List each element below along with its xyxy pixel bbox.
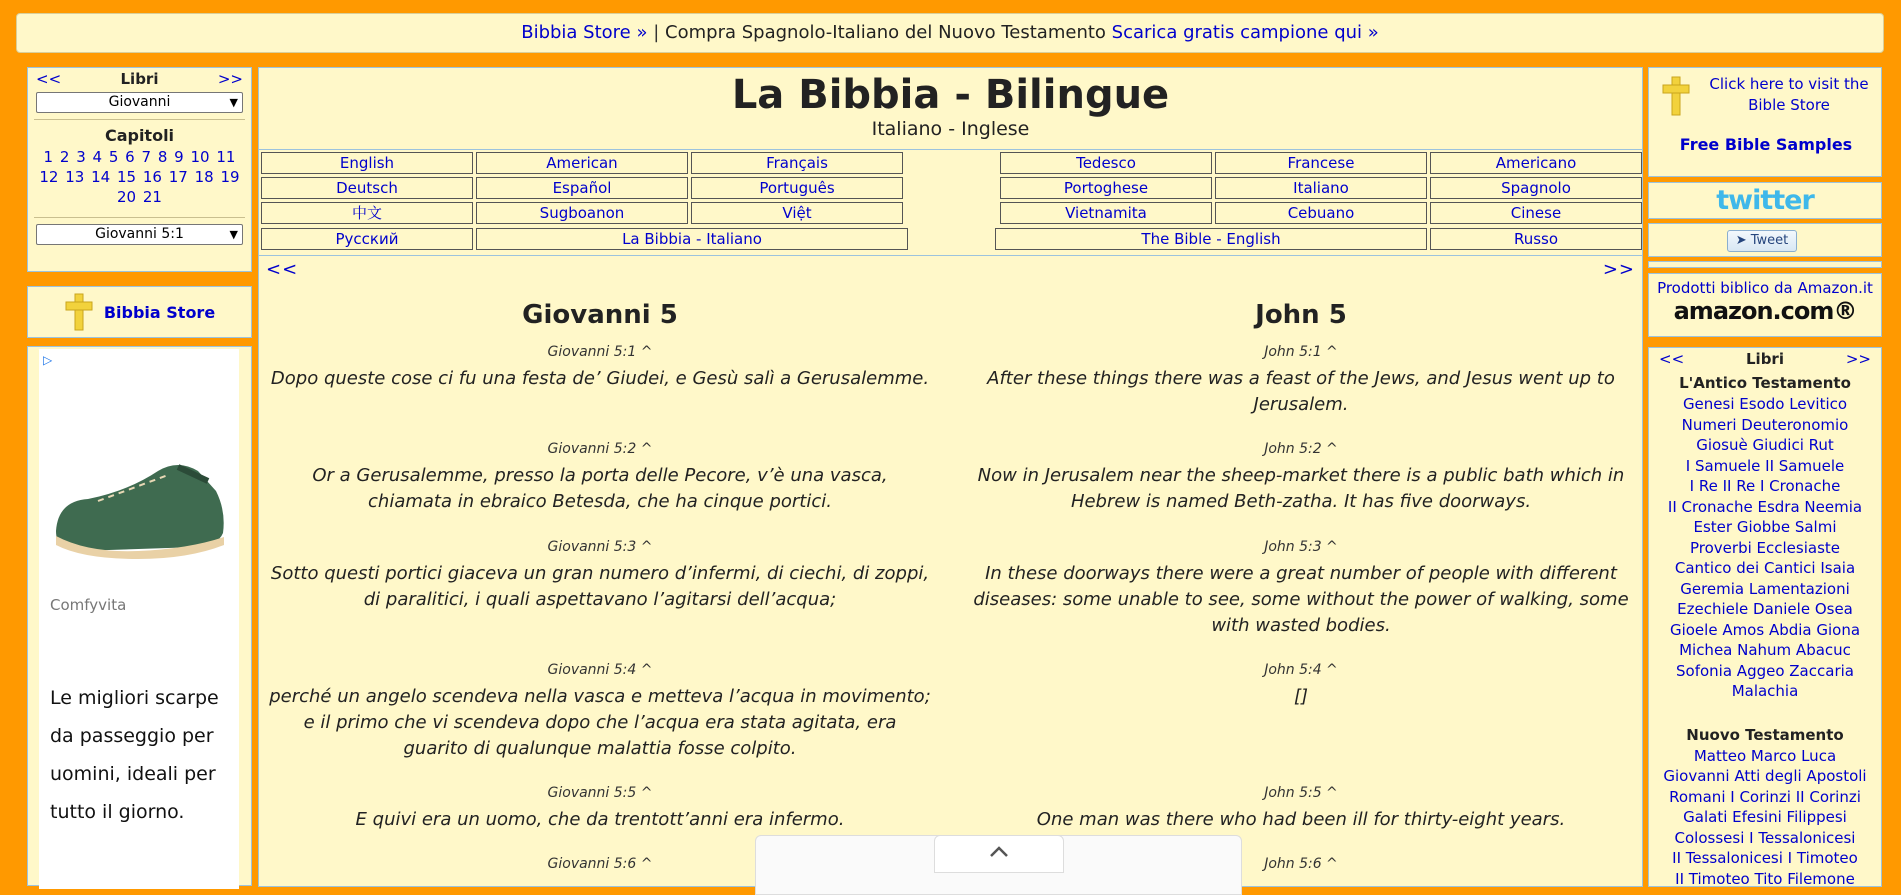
tweet-label: Tweet: [1750, 233, 1789, 248]
chapter-link[interactable]: 16: [142, 168, 162, 186]
book-link-line[interactable]: Ezechiele Daniele Osea: [1677, 600, 1853, 618]
chapter-link[interactable]: 8: [157, 148, 168, 166]
lang-link[interactable]: Español: [476, 177, 688, 199]
banner-separator: |: [653, 22, 660, 43]
lang-link[interactable]: The Bible - English: [995, 228, 1427, 250]
divider: [34, 217, 245, 218]
ad-brand[interactable]: Comfyvita: [50, 596, 127, 614]
amazon-label[interactable]: Prodotti biblico da Amazon.it: [1657, 279, 1873, 297]
book-link-line[interactable]: Michea Nahum Abacuc: [1679, 641, 1851, 659]
prev-book-link[interactable]: <<: [1659, 350, 1685, 368]
book-link-line[interactable]: Gioele Amos Abdia Giona: [1669, 620, 1861, 639]
book-link-line[interactable]: Geremia Lamentazioni: [1680, 579, 1850, 598]
page-subtitle: Italiano - Inglese: [871, 118, 1030, 140]
old-testament-heading: L'Antico Testamento: [1679, 374, 1851, 392]
book-link-line[interactable]: Giovanni Atti degli Apostoli: [1663, 767, 1867, 785]
chapter-link[interactable]: 18: [194, 168, 214, 186]
lang-link[interactable]: Francese: [1215, 152, 1427, 174]
book-link-line[interactable]: Romani I Corinzi II Corinzi: [1669, 787, 1861, 806]
verse-text: perché un angelo scendeva nella vasca e metteva l’acqua in movimento; e il primo che vi scendeva dopo che l’acqua era stata agitata, era guarito di qualunque malattia fosse colpito.: [269, 686, 931, 759]
book-link-line[interactable]: I Re II Re I Cronache: [1689, 477, 1841, 495]
main-content: [258, 67, 1643, 887]
prev-book-link[interactable]: <<: [36, 70, 62, 88]
verse-ref[interactable]: Giovanni 5:1 ^: [547, 344, 653, 360]
lang-link[interactable]: Italiano: [1215, 177, 1427, 199]
cross-icon: [1661, 76, 1691, 116]
shoe-image[interactable]: [48, 441, 230, 571]
next-chapter-link[interactable]: >>: [1602, 259, 1635, 280]
advertisement: [27, 346, 252, 886]
chapter-link[interactable]: 19: [220, 168, 240, 186]
page-title: La Bibbia - Bilingue: [731, 72, 1170, 118]
ad-choices-icon[interactable]: ▷: [43, 353, 53, 367]
verse-text: []: [1293, 686, 1309, 707]
chapter-link[interactable]: 10: [190, 148, 210, 166]
verse-text: Sotto questi portici giaceva un gran numero d’infermi, di ciechi, di zoppi, di paralitici, i quali aspettavano l’agitarsi dell’acqua;: [270, 563, 930, 610]
chapter-link[interactable]: 2: [59, 148, 70, 166]
book-link-line[interactable]: II Tessalonicesi I Timoteo: [1672, 849, 1858, 867]
lang-link[interactable]: American: [476, 152, 688, 174]
verse-ref[interactable]: John 5:3 ^: [1264, 539, 1338, 555]
prev-chapter-link[interactable]: <<: [266, 259, 299, 280]
verse-text: E quivi era un uomo, che da trentott’anni era infermo.: [355, 809, 845, 830]
chapter-link[interactable]: 20: [117, 188, 137, 206]
verse-ref[interactable]: Giovanni 5:6 ^: [547, 856, 653, 872]
verse-ref[interactable]: John 5:5 ^: [1264, 785, 1338, 801]
books-heading: Libri: [120, 70, 159, 88]
ad-headline[interactable]: Le migliori scarpe da passeggio per uomini, ideali per tutto il giorno.: [50, 687, 219, 823]
chapters-heading: Capitoli: [104, 126, 175, 145]
top-banner: [16, 13, 1884, 53]
verse-text: Now in Jerusalem near the sheep-market there is a public bath which in Hebrew is named Beth-zatha. It has five doorways.: [977, 465, 1625, 512]
book-link-line[interactable]: II Cronache Esdra Neemia: [1667, 497, 1863, 516]
chapter-link[interactable]: 11: [216, 148, 236, 166]
left-book-nav: [27, 67, 252, 272]
verse-ref[interactable]: John 5:6 ^: [1264, 856, 1338, 872]
scroll-up-button[interactable]: [934, 835, 1064, 873]
chapter-link[interactable]: 15: [117, 168, 137, 186]
chapter-link[interactable]: 12: [39, 168, 59, 186]
bibbia-store-link[interactable]: Bibbia Store »: [521, 22, 648, 43]
free-bible-samples-link[interactable]: Free Bible Samples: [1679, 135, 1853, 154]
next-book-link[interactable]: >>: [1845, 350, 1871, 368]
divider-strip: [1648, 261, 1882, 268]
chapter-link[interactable]: 6: [125, 148, 135, 166]
book-link-line[interactable]: I Samuele II Samuele: [1685, 456, 1845, 475]
tweet-box: [1648, 223, 1882, 257]
amazon-box[interactable]: [1648, 273, 1882, 337]
scroll-overlay: [755, 835, 1242, 895]
verse-ref[interactable]: Giovanni 5:3 ^: [547, 539, 653, 555]
banner-text: Compra Spagnolo-Italiano del Nuovo Testamento: [665, 22, 1106, 43]
right-book-list: [1648, 347, 1882, 887]
book-link-line[interactable]: II Timoteo Tito Filemone: [1675, 869, 1855, 888]
lang-link[interactable]: La Bibbia - Italiano: [476, 228, 908, 250]
lang-link[interactable]: Americano: [1430, 152, 1642, 174]
new-testament-heading: Nuovo Testamento: [1686, 725, 1844, 744]
cross-icon: [64, 293, 94, 331]
divider: [34, 119, 245, 120]
chapter-link[interactable]: 5: [108, 148, 119, 166]
next-book-link[interactable]: >>: [217, 70, 243, 88]
lang-link[interactable]: Français: [691, 152, 903, 174]
left-store-box[interactable]: [27, 286, 252, 338]
books-heading: Libri: [1746, 350, 1784, 368]
chapter-link[interactable]: 21: [142, 188, 162, 206]
book-link-line[interactable]: Genesi Esodo Levitico: [1682, 395, 1848, 413]
lang-link[interactable]: Português: [691, 177, 903, 199]
lang-link[interactable]: Deutsch: [261, 177, 473, 199]
visit-bible-store-link[interactable]: Click here to visit the Bible Store: [1709, 75, 1869, 114]
title-box: [259, 68, 1642, 145]
book-link-line[interactable]: Numeri Deuteronomio: [1681, 415, 1849, 434]
right-store-box[interactable]: [1648, 67, 1882, 177]
lang-link[interactable]: Русский: [261, 228, 473, 250]
book-select[interactable]: [36, 92, 243, 113]
download-sample-link[interactable]: Scarica gratis campione qui »: [1111, 22, 1379, 43]
verse-text: Dopo queste cose ci fu una festa de’ Giudei, e Gesù salì a Gerusalemme.: [270, 368, 930, 389]
lang-link[interactable]: 中文: [261, 202, 473, 224]
chapter-link[interactable]: 13: [65, 168, 85, 186]
lang-link[interactable]: Tedesco: [1000, 152, 1212, 174]
chapter-link[interactable]: 4: [92, 148, 103, 166]
lang-link[interactable]: Portoghese: [1000, 177, 1212, 199]
old-testament-books: [1649, 394, 1881, 702]
lang-link[interactable]: Russo: [1430, 228, 1642, 250]
verse-select-value: Giovanni 5:1: [95, 226, 184, 242]
chapter-link[interactable]: 7: [141, 148, 152, 166]
twitter-bird-icon: ➤: [1735, 233, 1747, 248]
italian-chapter-heading: Giovanni 5: [522, 300, 678, 330]
verse-ref[interactable]: Giovanni 5:4 ^: [547, 662, 653, 678]
verse-ref[interactable]: Giovanni 5:5 ^: [547, 785, 653, 801]
lang-link[interactable]: Spagnolo: [1430, 177, 1642, 199]
new-testament-books: [1649, 746, 1881, 890]
lang-link[interactable]: Cinese: [1430, 202, 1642, 224]
book-link-line[interactable]: Matteo Marco Luca: [1693, 746, 1837, 765]
book-link-line[interactable]: Sofonia Aggeo Zaccaria: [1676, 661, 1854, 680]
chevron-up-icon: [987, 836, 1011, 866]
verse-ref[interactable]: Giovanni 5:2 ^: [547, 441, 653, 457]
book-link-line[interactable]: Giosuè Giudici Rut: [1696, 436, 1834, 454]
verse-ref[interactable]: John 5:1 ^: [1264, 344, 1338, 360]
lang-link[interactable]: Vietnamita: [1000, 202, 1212, 224]
twitter-logo[interactable]: twitter: [1716, 185, 1814, 216]
verse-text: One man was there who had been ill for thirty-eight years.: [1036, 809, 1566, 830]
book-link-line[interactable]: Proverbi Ecclesiaste: [1690, 538, 1840, 557]
chapter-list: [28, 145, 251, 207]
english-chapter-heading: John 5: [1255, 300, 1347, 330]
chapter-link[interactable]: 9: [174, 148, 184, 166]
book-link-line[interactable]: Malachia: [1731, 682, 1799, 700]
verse-select[interactable]: [36, 224, 243, 245]
tweet-button[interactable]: [1727, 230, 1797, 252]
language-links: [259, 149, 1642, 256]
book-select-value: Giovanni: [108, 94, 171, 110]
book-link-line[interactable]: Ester Giobbe Salmi: [1693, 518, 1837, 536]
book-link-line[interactable]: Cantico dei Cantici Isaia: [1674, 559, 1856, 577]
verse-text: In these doorways there were a great number of people with different diseases: some unable to see, some without the power of walking, some with wasted bodies.: [973, 563, 1629, 636]
lang-link[interactable]: Sugboanon: [476, 202, 688, 224]
chapter-link[interactable]: 1: [43, 148, 54, 166]
ad-content[interactable]: [39, 349, 239, 889]
verse-text: Or a Gerusalemme, presso la porta delle Pecore, v’è una vasca, chiamata in ebraico Betesda, che ha cinque portici.: [312, 465, 888, 512]
twitter-box[interactable]: [1648, 182, 1882, 219]
lang-link[interactable]: English: [261, 152, 473, 174]
verse-text: After these things there was a feast of the Jews, and Jesus went up to Jerusalem.: [987, 368, 1615, 415]
amazon-logo[interactable]: amazon.com®: [1673, 297, 1857, 325]
book-link-line[interactable]: Galati Efesini Filippesi: [1683, 808, 1847, 826]
lang-link[interactable]: Việt: [691, 202, 903, 224]
chevron-down-icon: ▼: [229, 96, 238, 109]
verse-ref[interactable]: John 5:4 ^: [1264, 662, 1338, 678]
verse-ref[interactable]: John 5:2 ^: [1264, 441, 1338, 457]
chevron-down-icon: ▼: [229, 228, 238, 241]
chapter-link[interactable]: 14: [91, 168, 111, 186]
chapter-link[interactable]: 3: [76, 148, 86, 166]
lang-link[interactable]: Cebuano: [1215, 202, 1427, 224]
chapter-link[interactable]: 17: [168, 168, 188, 186]
book-link-line[interactable]: Colossesi I Tessalonicesi: [1674, 828, 1856, 847]
bibbia-store-button[interactable]: Bibbia Store: [103, 302, 216, 322]
